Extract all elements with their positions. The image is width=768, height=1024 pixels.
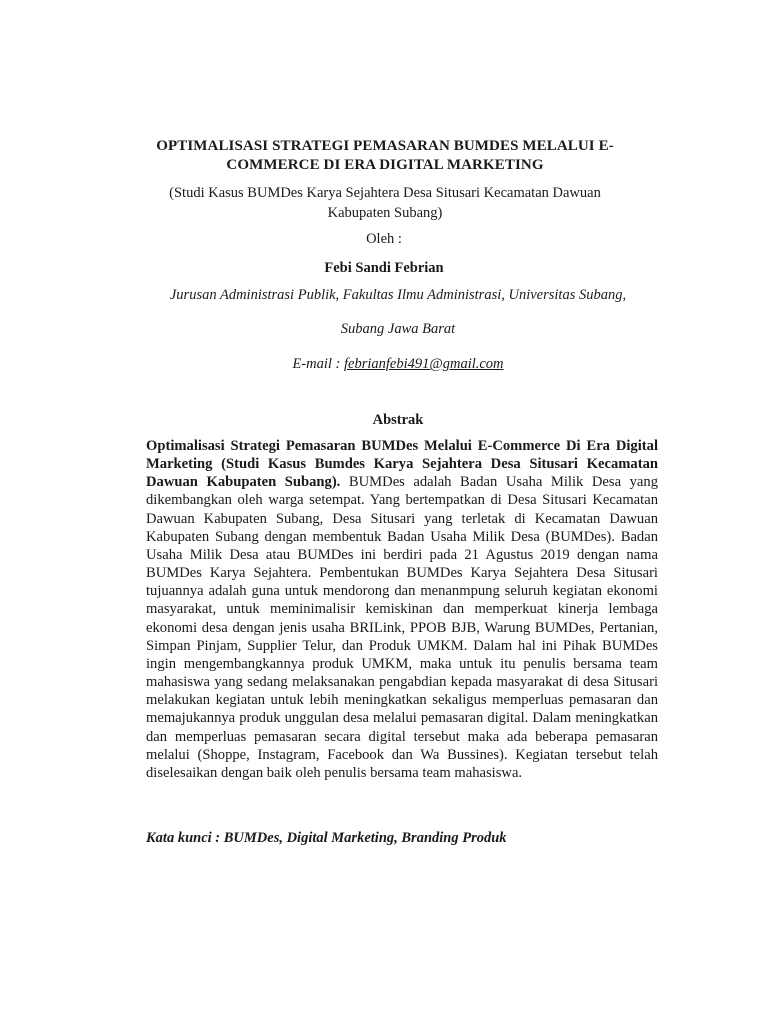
- paper-subtitle: (Studi Kasus BUMDes Karya Sejahtera Desa Situsari Kecamatan Dawuan Kabupaten Subang): [169, 185, 601, 221]
- abstract-heading: Abstrak: [372, 412, 424, 428]
- author-name: Febi Sandi Febrian: [324, 260, 444, 276]
- abstract-paragraph: [146, 437, 658, 782]
- author-affiliation: Jurusan Administrasi Publik, Fakultas Ilmu Administrasi, Universitas Subang,: [169, 287, 627, 303]
- email-label: E-mail :: [292, 356, 344, 372]
- paper-title: OPTIMALISASI STRATEGI PEMASARAN BUMDES MELALUI E-COMMERCE DI ERA DIGITAL MARKETING: [156, 138, 614, 173]
- abstract-bold-lead: Optimalisasi Strategi Pemasaran BUMDes Melalui E-Commerce Di Era Digital Marketing (Studi Kasus Bumdes Karya Sejahtera Desa Situsari Kecamatan Dawuan Kabupaten Subang).: [146, 438, 658, 491]
- keywords: Kata kunci : BUMDes, Digital Marketing, Branding Produk: [146, 830, 507, 846]
- author-email-line: [0, 355, 768, 373]
- email-link[interactable]: febrianfebi491@gmail.com: [344, 356, 504, 372]
- by-label: Oleh :: [366, 231, 402, 247]
- author-location: Subang Jawa Barat: [340, 321, 456, 337]
- abstract-body-text: BUMDes adalah Badan Usaha Milik Desa yang dikembangkan oleh warga setempat. Yang bertempatkan di Desa Situsari Kecamatan Dawuan Kabupaten Subang, Desa Situsari yang terletak di Kecamatan Dawuan Kabupaten Subang dengan membentuk Badan Usaha Milik Desa (BUMDes). Badan Usaha Milik Desa atau BUMDes ini berdiri pada 21 Agustus 2019 dengan nama BUMDes Karya Sejahtera. Pembentukan BUMDes Karya Sejahtera Desa Situsari tujuannya adalah guna untuk mendorong dan menanmpung seluruh kegiatan ekonomi masyarakat, untuk meminimalisir kemiskinan dan memperkuat kinerja lembaga ekonomi desa dengan jenis usaha BRILink, PPOB BJB, Warung BUMDes, Pertanian, Simpan Pinjam, Supplier Telur, dan Produk UMKM. Dalam hal ini Pihak BUMDes ingin mengembangkannya produk UMKM, maka untuk itu penulis bersama team mahasiswa yang sedang melaksanakan pengabdian kepada masyarakat di desa Situsari melakukan kegiatan untuk lebih meningkatkan sekaligus memperluas pemasaran dan memajukannya produk unggulan desa melalui pemasaran digital. Dalam meningkatkan dan memperluas pemasaran secara digital tersebut maka ada beberapa pemasaran melalui (Shoppe, Instagram, Facebook dan Wa Bussines). Kegiatan tersebut telah diselesaikan dengan baik oleh penulis bersama team mahasiswa.: [146, 474, 658, 781]
